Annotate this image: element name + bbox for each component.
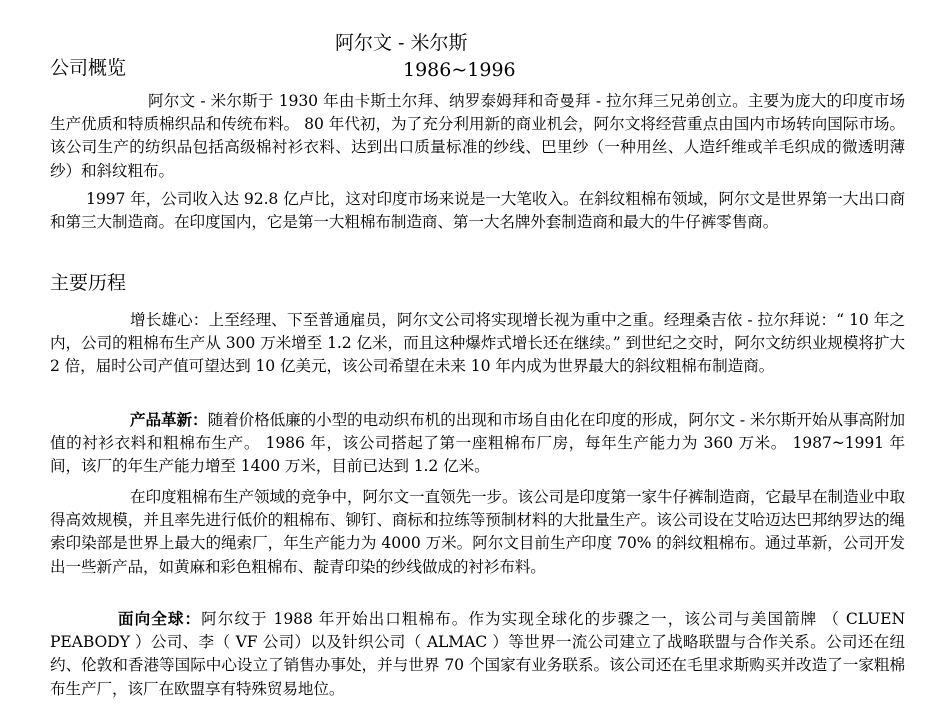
- section-heading-overview: 公司概览: [50, 57, 127, 79]
- document-title: 阿尔文 - 米尔斯: [335, 32, 468, 54]
- overview-paragraph-1: 阿尔文 - 米尔斯于 1930 年由卡斯土尔拜、纳罗泰姆拜和奇曼拜 - 拉尔拜三兄弟创立。主要为庞大的印度市场生产优质和特质棉织品和传统布料。 80 年代初，为了充分利用新的商业机会，阿尔文将经营重点由国内市场转向国际市场。该公司生产的纺织品包括高级棉衬衫衣料、达到出口质量标准的纱线、巴里纱（一种用丝、人造纤维或羊毛织成的微透明薄纱）和斜纹粗布。: [50, 92, 905, 180]
- history-competition-paragraph: 在印度粗棉布生产领域的竞争中，阿尔文一直领先一步。该公司是印度第一家牛仔裤制造商，它最早在制造业中取得高效规模，并且率先进行低价的粗棉布、铆钉、商标和拉练等预制材料的大批量生产。该公司设在艾哈迈达巴邦纳罗达的绳索印染部是世界上最大的绳索厂，年生产能力为 4000 万米。阿尔文目前生产印度 70% 的斜纹粗棉布。通过革新，公司开发出一些新产品，如黄麻和彩色粗棉布、靛青印染的纱线做成的衬衫布料。: [50, 488, 905, 576]
- overview-paragraph-2: 1997 年，公司收入达 92.8 亿卢比，这对印度市场来说是一大笔收入。在斜纹粗棉布领域，阿尔文是世界第一大出口商和第三大制造商。在印度国内，它是第一大粗棉布制造商、第一大名牌外套制造商和最大的牛仔裤零售商。: [50, 190, 905, 232]
- section-heading-history: 主要历程: [50, 272, 127, 294]
- history-global-paragraph: [50, 607, 905, 701]
- history-innovation-paragraph: [50, 408, 905, 479]
- innovation-lead: 产品革新：: [130, 410, 208, 429]
- history-growth-paragraph: 增长雄心：上至经理、下至普通雇员，阿尔文公司将实现增长视为重中之重。经理桑吉依 - 拉尔拜说：“ 10 年之内，公司的粗棉布生产从 300 万米增至 1.2 亿米，而且这种爆炸式增长还在继续。” 到世纪之交时，阿尔文纺织业规模将扩大 2 倍，届时公司产值可望达到 10 亿美元，该公司希望在未来 10 年内成为世界最大的斜纹粗棉布制造商。: [50, 311, 905, 376]
- global-lead: 面向全球：: [118, 609, 202, 628]
- document-years: 1986~1996: [403, 59, 516, 81]
- innovation-body: 随着价格低廉的小型的电动织布机的出现和市场自由化在印度的形成，阿尔文 - 米尔斯开始从事高附加值的衬衫衣料和粗棉布生产。 1986 年，该公司搭起了第一座粗棉布厂房，每年生产能力为 360 万米。 1987~1991 年间，该厂的年生产能力增至 1400 万米，目前已达到 1.2 亿米。: [50, 411, 905, 476]
- global-body: 阿尔纹于 1988 年开始出口粗棉布。作为实现全球化的步骤之一，该公司与美国箭牌 （ CLUEN PEABODY ）公司、李（ VF 公司）以及针织公司（ ALMAC ）等世界一流公司建立了战略联盟与合作关系。公司还在纽约、伦敦和香港等国际中心设立了销售办事处，并与世界 70 个国家有业务联系。该公司还在毛里求斯购买并改造了一家粗棉布生产厂，该厂在欧盟享有特殊贸易地位。: [50, 610, 905, 698]
